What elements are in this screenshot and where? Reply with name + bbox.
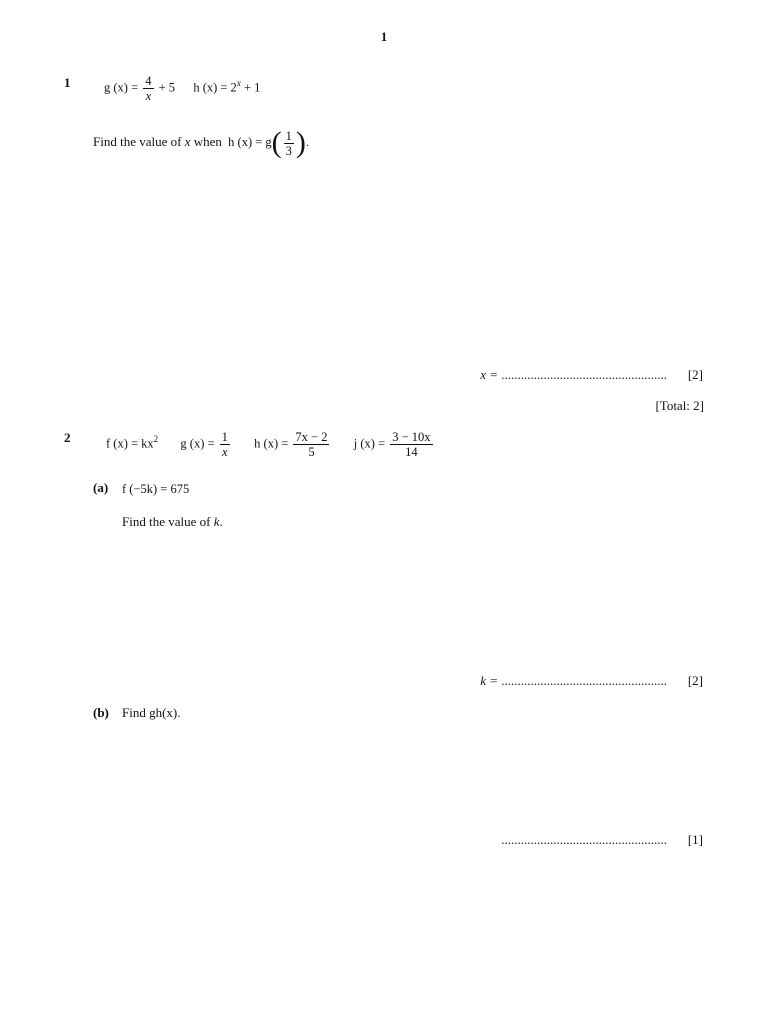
q1-eq-numerator: 1 [285,128,292,143]
q1-find-when: when [193,133,222,149]
q2a-answer-line[interactable] [480,673,667,689]
q1-find-var: x [184,133,191,149]
q2-h-lhs: h (x) = [254,436,289,451]
q2a-answer-label: k = [480,673,498,688]
q2a-find-text: Find the value of [122,514,211,529]
q2a-marks: [2] [687,673,703,688]
q1-g-lhs: g (x) = [104,80,139,95]
q1-find-text: Find the value of [93,133,182,149]
q2b-find-text: Find [122,705,146,720]
q1-g-tail: + 5 [158,80,176,95]
q2-g-numerator: 1 [221,430,228,444]
q2a-label: (a) [93,480,109,495]
q2-j-numerator: 3 − 10x [392,430,431,444]
q2b-marks: [1] [687,832,703,847]
q1-h-exponent: x [236,78,241,89]
q2b-find-expr: gh(x). [149,705,181,720]
q2-f-definition: f (x) = kx [106,436,154,451]
q1-answer-line[interactable] [480,367,667,383]
q1-h-definition: h (x) = 2 [193,80,237,95]
q1-equation: h (x) = g( $\frac{1}{3}$ ). [228,126,310,159]
q1-total: [Total: 2] [655,398,704,413]
q1-h-tail: + 1 [243,80,261,95]
q2-function-definitions [106,430,435,459]
q2b-label: (b) [93,705,109,720]
q2-h-denominator: 5 [308,445,315,459]
q1-g-fraction [143,74,153,103]
q2b-answer-dots[interactable]: ................................................... [501,832,667,847]
q1-function-definitions [104,74,260,103]
q1-marks: [2] [687,367,703,382]
q2a-statement: f (−5k) = 675 [122,482,190,496]
q2-g-denominator: x [222,445,228,459]
question-1-number: 1 [64,75,71,90]
question-2-number: 2 [64,430,71,445]
q2a-answer-dots[interactable]: ................................................... [501,673,667,688]
q2b-instruction [122,705,181,721]
q1-equation-fraction [284,129,294,158]
q2-h-fraction [293,430,329,459]
q1-g-numerator: 4 [145,74,152,88]
q2a-instruction: Find the value of k. [122,514,223,529]
q2a-find-var: k [213,514,220,529]
q2-g-lhs: g (x) = [180,436,215,451]
q1-answer-label: x = [480,367,498,382]
q1-answer-dots[interactable]: ................................................... [501,367,667,382]
q2-j-lhs: j (x) = [353,436,386,451]
q2b-answer-line[interactable] [501,832,667,848]
page-number: 1 [380,29,388,44]
q2-h-numerator: 7x − 2 [295,430,328,444]
q1-eq-denominator: 3 [285,143,292,158]
q2-j-denominator: 14 [405,445,418,459]
q2-f-exponent: 2 [153,434,159,445]
q2-g-fraction [220,430,230,459]
q1-g-denominator: x [145,89,152,103]
q2-j-fraction [390,430,432,459]
q1-equation-lhs: h (x) = g [228,134,272,149]
q1-instruction [93,128,309,158]
